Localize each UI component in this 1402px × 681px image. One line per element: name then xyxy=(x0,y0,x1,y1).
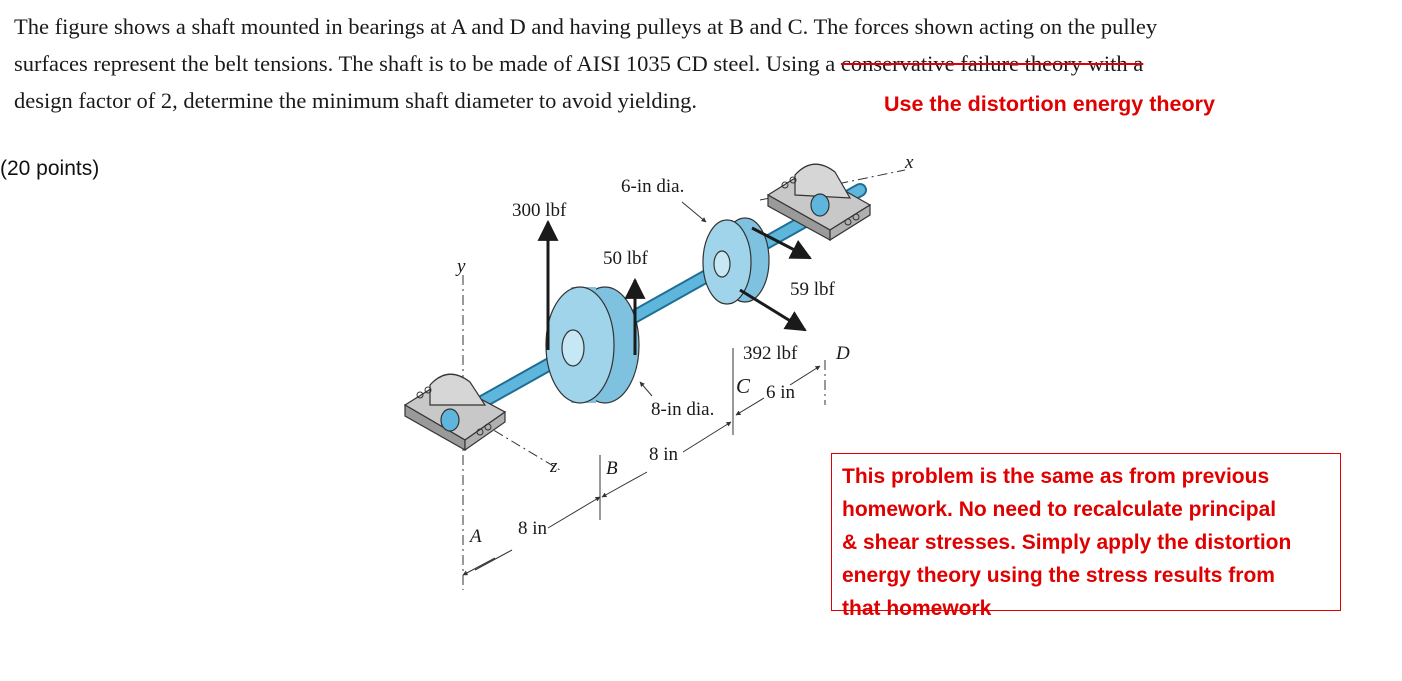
struck-text: conservative failure theory with a xyxy=(840,51,1144,76)
instructor-callout xyxy=(831,453,1341,620)
points-label: (20 points) xyxy=(0,157,100,180)
pulley-b-dia-label: 8-in dia. xyxy=(651,399,715,420)
callout-line-3: & shear stresses. Simply apply the distortion xyxy=(842,531,1292,554)
axis-z-label: z xyxy=(550,456,558,477)
callout-line-2: homework. No need to recalculate principal xyxy=(842,498,1277,521)
label-b: B xyxy=(606,458,618,479)
force-300-label: 300 lbf xyxy=(512,200,567,221)
dim-cd-label: 6 in xyxy=(766,382,796,403)
dim-ab-label: 8 in xyxy=(518,518,548,539)
pulley-b xyxy=(546,287,639,403)
problem-line-3: design factor of 2, determine the minimum shaft diameter to avoid yielding. xyxy=(14,88,697,113)
label-a: A xyxy=(470,526,482,547)
problem-line-2 xyxy=(14,45,1394,82)
problem-line-1: The figure shows a shaft mounted in bearings at A and D and having pulleys at B and C. The forces shown acting on the pulley xyxy=(14,14,1158,39)
force-50-label: 50 lbf xyxy=(603,248,648,269)
shaft xyxy=(450,190,860,420)
callout-line-1: This problem is the same as from previous xyxy=(842,465,1270,488)
problem-line-2-text: surfaces represent the belt tensions. The shaft is to be made of AISI 1035 CD steel. Using a xyxy=(14,51,841,76)
instructor-annotation: Use the distortion energy theory xyxy=(884,92,1215,116)
bearing-a xyxy=(405,374,505,450)
force-392-label: 392 lbf xyxy=(743,343,798,364)
shaft-figure xyxy=(400,150,914,610)
label-d: D xyxy=(836,343,850,364)
callout-line-5: that homework xyxy=(842,597,992,620)
axis-y-label: y xyxy=(457,256,466,277)
axis-x-label: x xyxy=(905,152,914,173)
label-c: C xyxy=(736,374,751,398)
callout-line-4: energy theory using the stress results from xyxy=(842,564,1275,587)
pulley-c-dia-label: 6-in dia. xyxy=(621,176,685,197)
dim-bc-label: 8 in xyxy=(649,444,679,465)
force-59-label: 59 lbf xyxy=(790,279,835,300)
